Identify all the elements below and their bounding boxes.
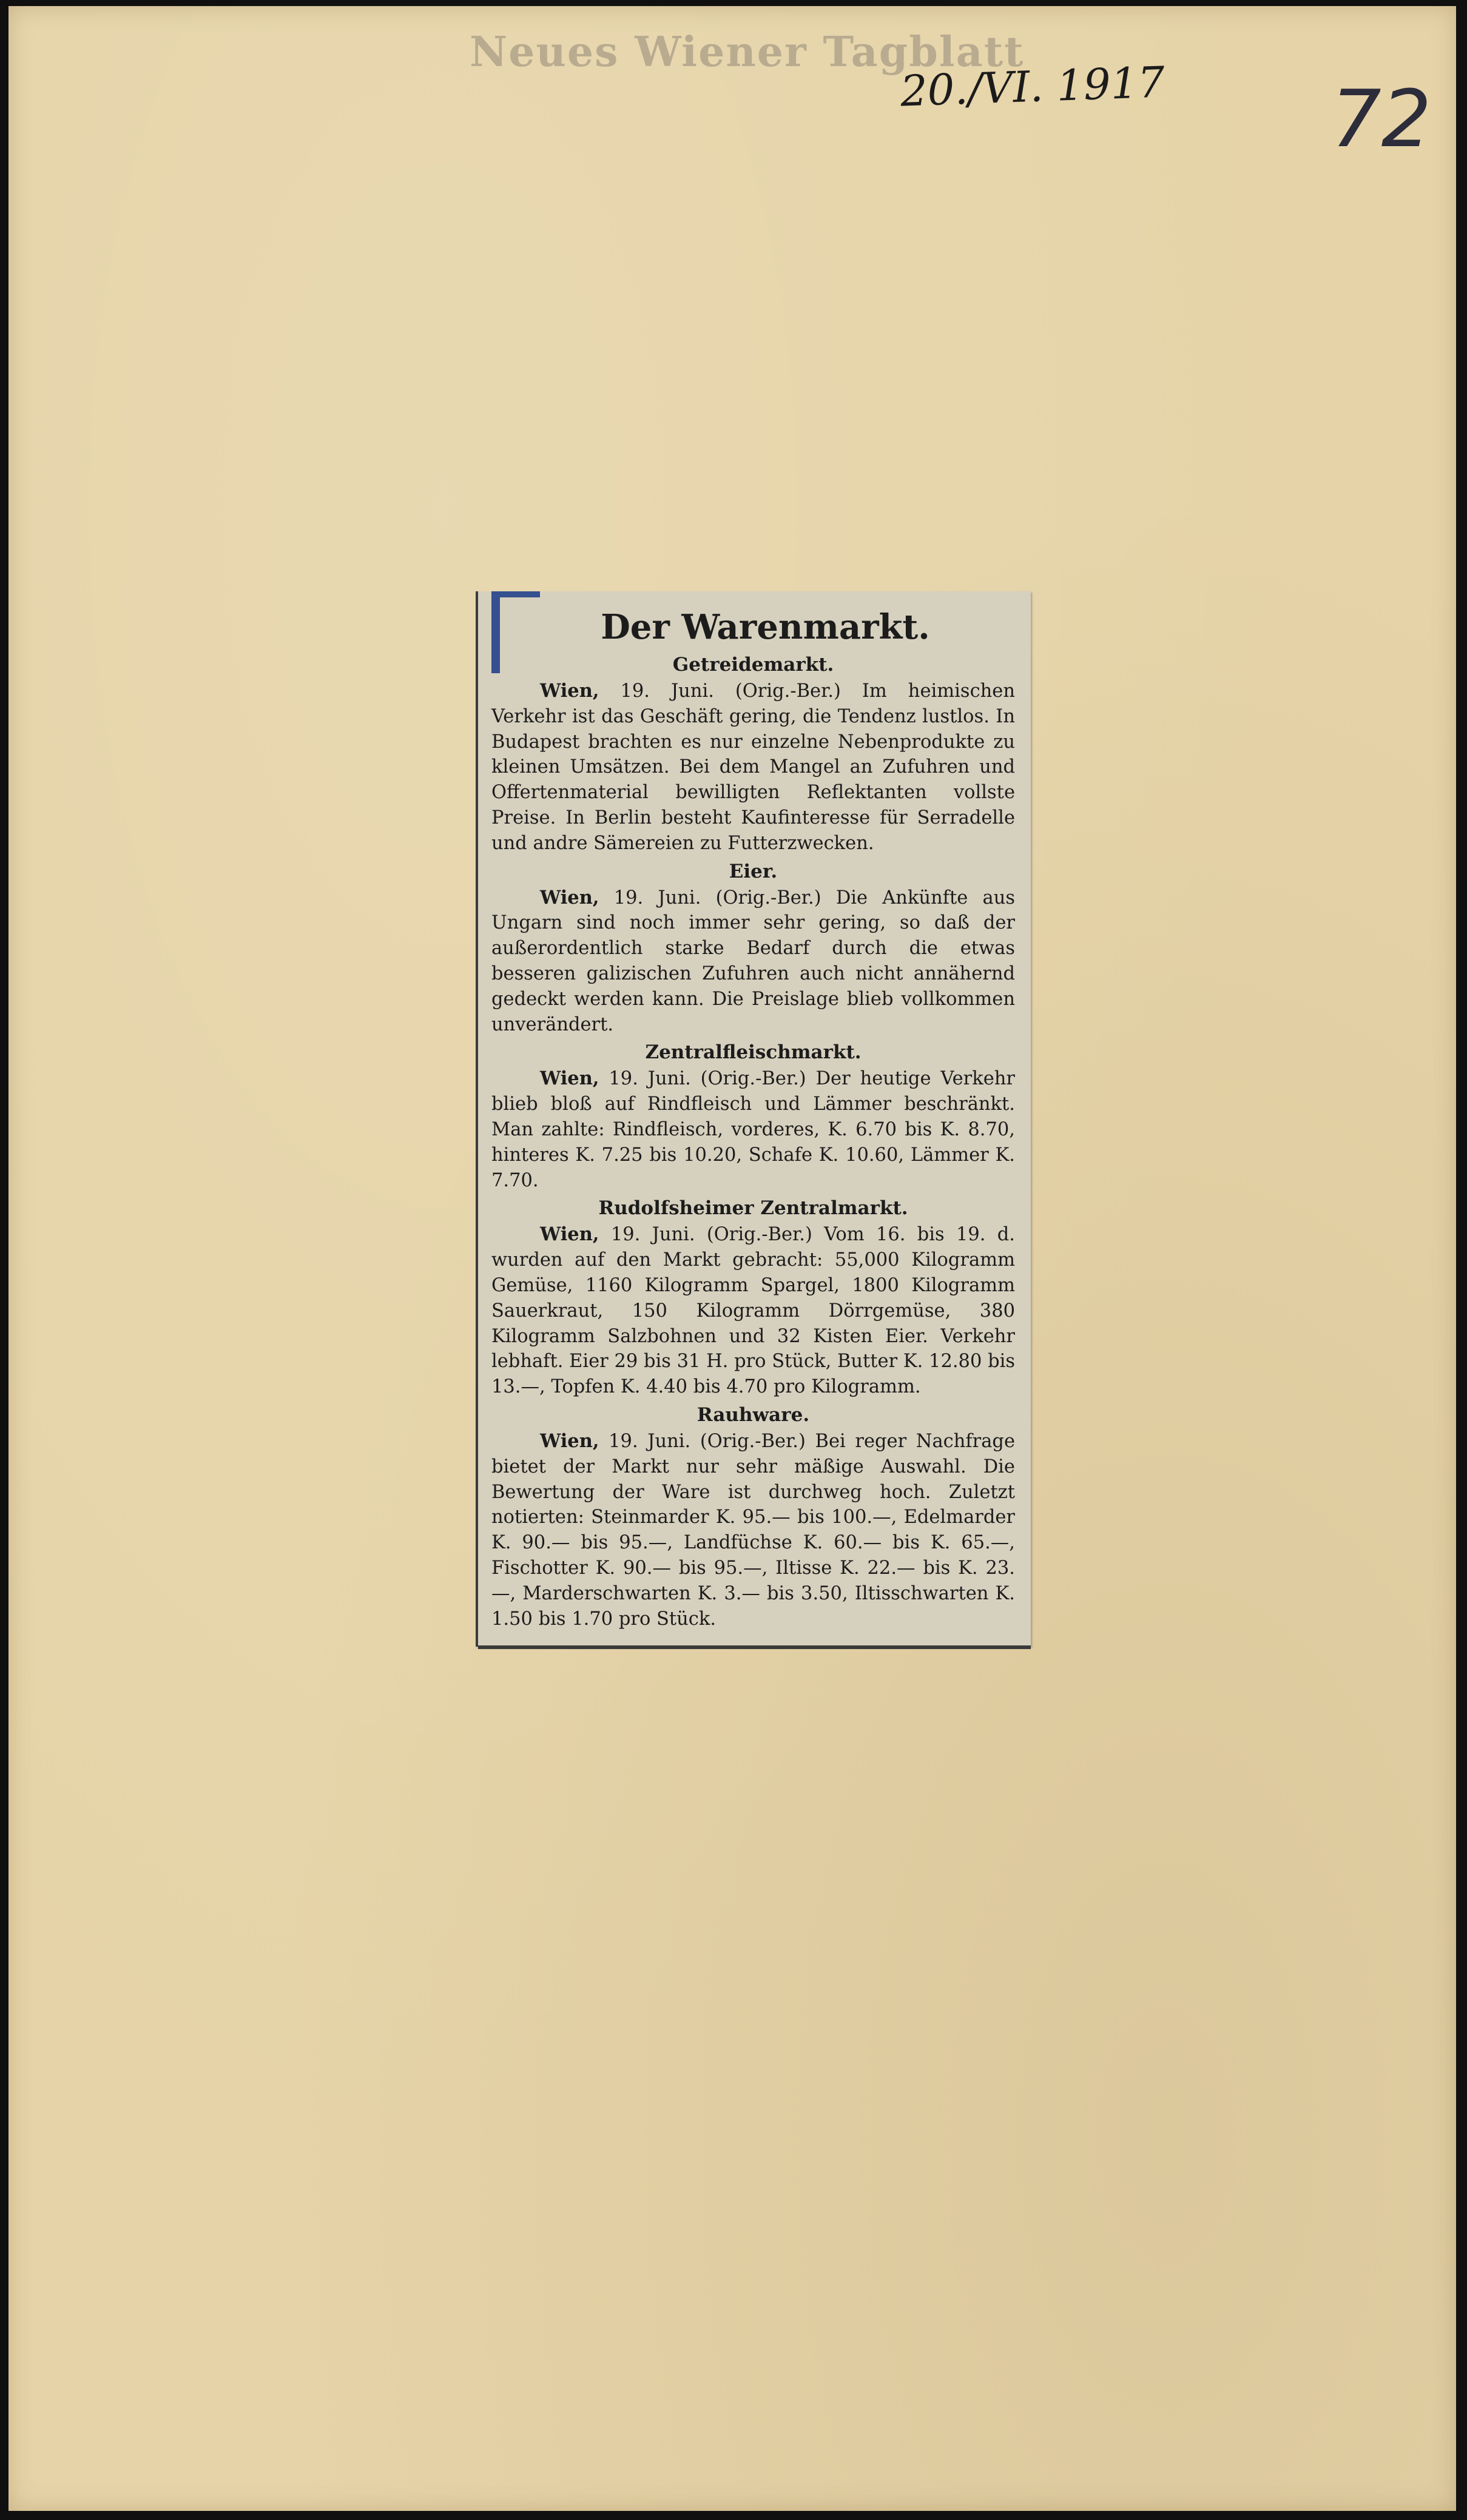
section-zentralfleischmarkt — [491, 1038, 1015, 1193]
section-getreidemarkt — [491, 651, 1015, 856]
section-text: 19. Juni. (Orig.-Ber.) Vom 16. bis 19. d. wurden auf den Markt gebracht: 55,000 Kilogramm Gemüse, 1160 Kilogramm Spargel, 1800 Kilogramm Sauerkraut, 150 Kilogramm Dörrgemüse, 380 Kilogramm Salzbohnen und 32 Kisten Eier. Verkehr lebhaft. Eier 29 bis 31 H. pro Stück, Butter K. 12.80 bis 13.—, Topfen K. 4.40 bis 4.70 pro Kilogramm. — [491, 1224, 1015, 1398]
article-title: Der Warenmarkt. — [601, 607, 930, 647]
dateline-place: Wien, — [540, 680, 599, 702]
dateline-place: Wien, — [540, 1067, 599, 1090]
dateline-place: Wien, — [540, 886, 599, 909]
section-rauhware — [491, 1401, 1015, 1631]
section-body — [491, 1429, 1015, 1631]
clipping-bottom-edge — [478, 1645, 1031, 1649]
section-rudolfsheimer-zentralmarkt — [491, 1194, 1015, 1400]
section-body — [491, 885, 1015, 1038]
section-text: 19. Juni. (Orig.-Ber.) Die Ankünfte aus Ungarn sind noch immer sehr gering, so daß der außerordentlich starke Bedarf durch die etwas besseren galizischen Zufuhren auch nicht annähernd gedeckt werden kann. Die Preislage blieb vollkommen unverändert. — [491, 887, 1015, 1035]
section-body — [491, 1222, 1015, 1400]
section-body — [491, 679, 1015, 856]
newspaper-clipping — [476, 591, 1031, 1647]
section-eier — [491, 858, 1015, 1038]
section-heading: Eier. — [729, 860, 778, 882]
section-heading: Rauhware. — [696, 1403, 810, 1426]
section-heading: Getreidemarkt. — [672, 654, 834, 676]
archive-sheet — [8, 6, 1456, 2511]
section-heading: Rudolfsheimer Zentralmarkt. — [598, 1197, 908, 1220]
section-text: 19. Juni. (Orig.-Ber.) Im heimischen Verkehr ist das Geschäft gering, die Tendenz lustlos. In Budapest brachten es nur einzelne Nebenprodukte zu kleinen Umsätzen. Bei dem Mangel an Zufuhren und Offertenmaterial bewilligten Reflektanten vollste Preise. In Berlin besteht Kaufinteresse für Serradelle und andre Sämereien zu Futterzwecken. — [491, 680, 1015, 854]
section-heading: Zentralfleischmarkt. — [645, 1041, 862, 1064]
folio-number: 72 — [1331, 73, 1432, 165]
section-text: 19. Juni. (Orig.-Ber.) Der heutige Verkehr blieb bloß auf Rindfleisch und Lämmer beschränkt. Man zahlte: Rindfleisch, vorderes, K. 6.70 bis K. 8.70, hinteres K. 7.25 bis 10.20, Schafe K. 10.60, Lämmer K. 7.70. — [491, 1068, 1015, 1191]
dateline-place: Wien, — [540, 1223, 599, 1246]
dateline-place: Wien, — [540, 1430, 599, 1452]
newspaper-stamp: Neues Wiener Tagblatt — [470, 28, 1025, 76]
handwritten-date: 20./VI. 1917 — [899, 57, 1166, 116]
section-body — [491, 1066, 1015, 1193]
blue-pencil-mark — [491, 591, 540, 673]
section-text: 19. Juni. (Orig.-Ber.) Bei reger Nachfrage bietet der Markt nur sehr mäßige Auswahl. Die Bewertung der Ware ist durchweg hoch. Zuletzt notierten: Steinmarder K. 95.— bis 100.—, Edelmarder K. 90.— bis 95.—, Landfüchse K. 60.— bis K. 65.—, Fischotter K. 90.— bis 95.—, Iltisse K. 22.— bis K. 23.—, Marderschwarten K. 3.— bis 3.50, Iltisschwarten K. 1.50 bis 1.70 pro Stück. — [491, 1430, 1015, 1630]
